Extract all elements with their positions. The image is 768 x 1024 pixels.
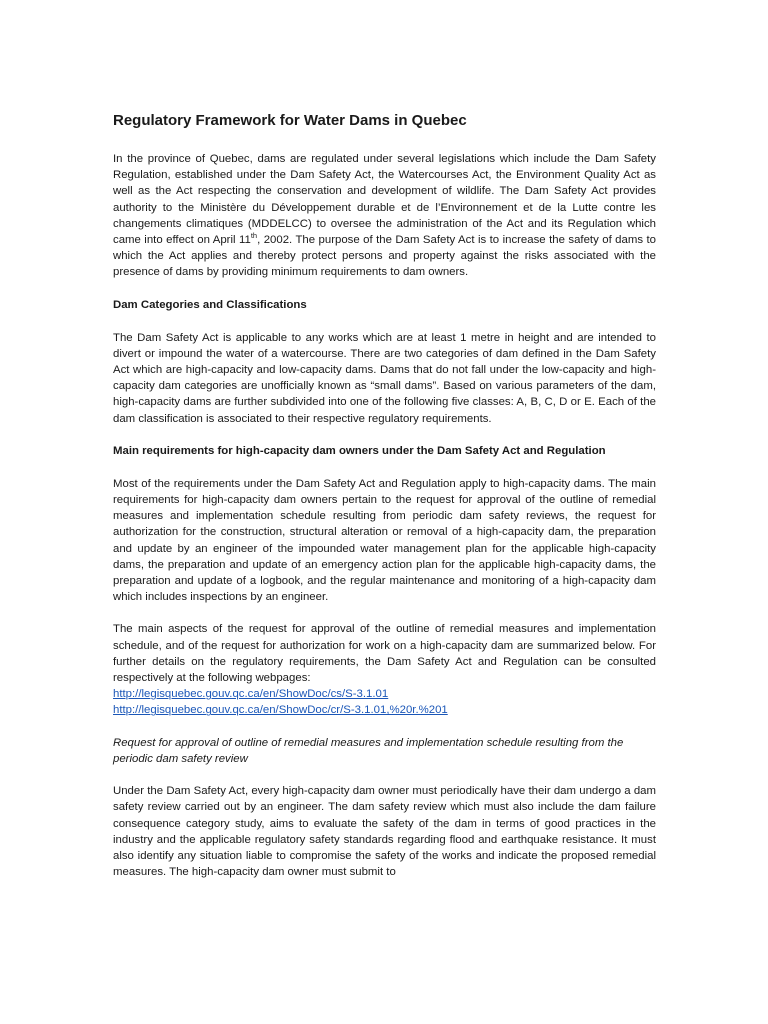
section-heading-main-requirements: Main requirements for high-capacity dam owners under the Dam Safety Act and Regulation	[113, 444, 606, 457]
dam-categories-paragraph: The Dam Safety Act is applicable to any works which are at least 1 metre in height and are intended to divert or impound the water of a watercourse. There are two categories of dam defined in the Dam Safety Act which are high-capacity and low-capacity dams. Dams that do not fall under the low-capacity and high-capacity dam categories are unofficially known as “small dams”. Based on various parameters of the dam, high-capacity dams are further subdivided into one of the following five classes: A, B, C, D or E. Each of the dam classification is associated to their respective regulatory requirements.	[113, 331, 656, 425]
dam-safety-review-paragraph: Under the Dam Safety Act, every high-capacity dam owner must periodically have their dam undergo a dam safety review carried out by an engineer. The dam safety review which must also include the dam failure consequence category study, aims to evaluate the safety of the dam in terms of good practices in the industry and the applicable regulatory safety standards regarding flood and earthquake resistance. It must also identify any situation liable to compromise the safety of the works and indicate the proposed remedial measures. The high-capacity dam owner must submit to	[113, 785, 656, 879]
dam-safety-act-link[interactable]: http://legisquebec.gouv.qc.ca/en/ShowDoc/cs/S-3.1.01	[113, 688, 389, 701]
dam-safety-regulation-link[interactable]: http://legisquebec.gouv.qc.ca/en/ShowDoc/cr/S-3.1.01,%20r.%201	[113, 704, 448, 717]
summary-text: The main aspects of the request for approval of the outline of remedial measures and implementation schedule, and of the request for authorization for work on a high-capacity dam are summarized below. For further details on the regulatory requirements, the Dam Safety Act and Regulation can be consulted respectively at the following webpages:	[113, 623, 656, 685]
document-title: Regulatory Framework for Water Dams in Quebec	[113, 112, 467, 129]
section-heading-dam-categories: Dam Categories and Classifications	[113, 298, 307, 311]
intro-superscript: th	[250, 231, 258, 241]
section-heading-remedial-measures: Request for approval of outline of remedial measures and implementation schedule resulting from the periodic dam safety review	[113, 736, 624, 765]
intro-text-part1: In the province of Quebec, dams are regulated under several legislations which include the Dam Safety Regulation, established under the Dam Safety Act, the Watercourses Act, the Environment Quality Act as well as the Act respecting the conservation and development of wildlife. The Dam Safety Act provides authority to the Ministère du Développement durable et de l’Environnement et de la Lutte contre les changements climatiques (MDDELCC) to oversee the administration of the Act and its Regulation which came into effect on April 11	[113, 153, 656, 247]
intro-text-part2: , 2002. The purpose of the Dam Safety Act is to increase the safety of dams to which the Act applies and thereby protect persons and property against the risks associated with the presence of dams by providing minimum requirements to dam owners.	[113, 234, 656, 279]
intro-paragraph	[113, 151, 656, 281]
main-requirements-paragraph: Most of the requirements under the Dam Safety Act and Regulation apply to high-capacity dams. The main requirements for high-capacity dam owners pertain to the request for approval of the outline of remedial measures and implementation schedule resulting from periodic dam safety reviews, the request for authorization for the construction, structural alteration or removal of a high-capacity dam, the preparation and update by an engineer of the impounded water management plan for the applicable high-capacity dams, the preparation and update of an emergency action plan for the applicable high-capacity dams, the preparation and update of a logbook, and the regular maintenance and monitoring of a high-capacity dam which includes inspections by an engineer.	[113, 477, 656, 604]
summary-paragraph	[113, 621, 656, 718]
